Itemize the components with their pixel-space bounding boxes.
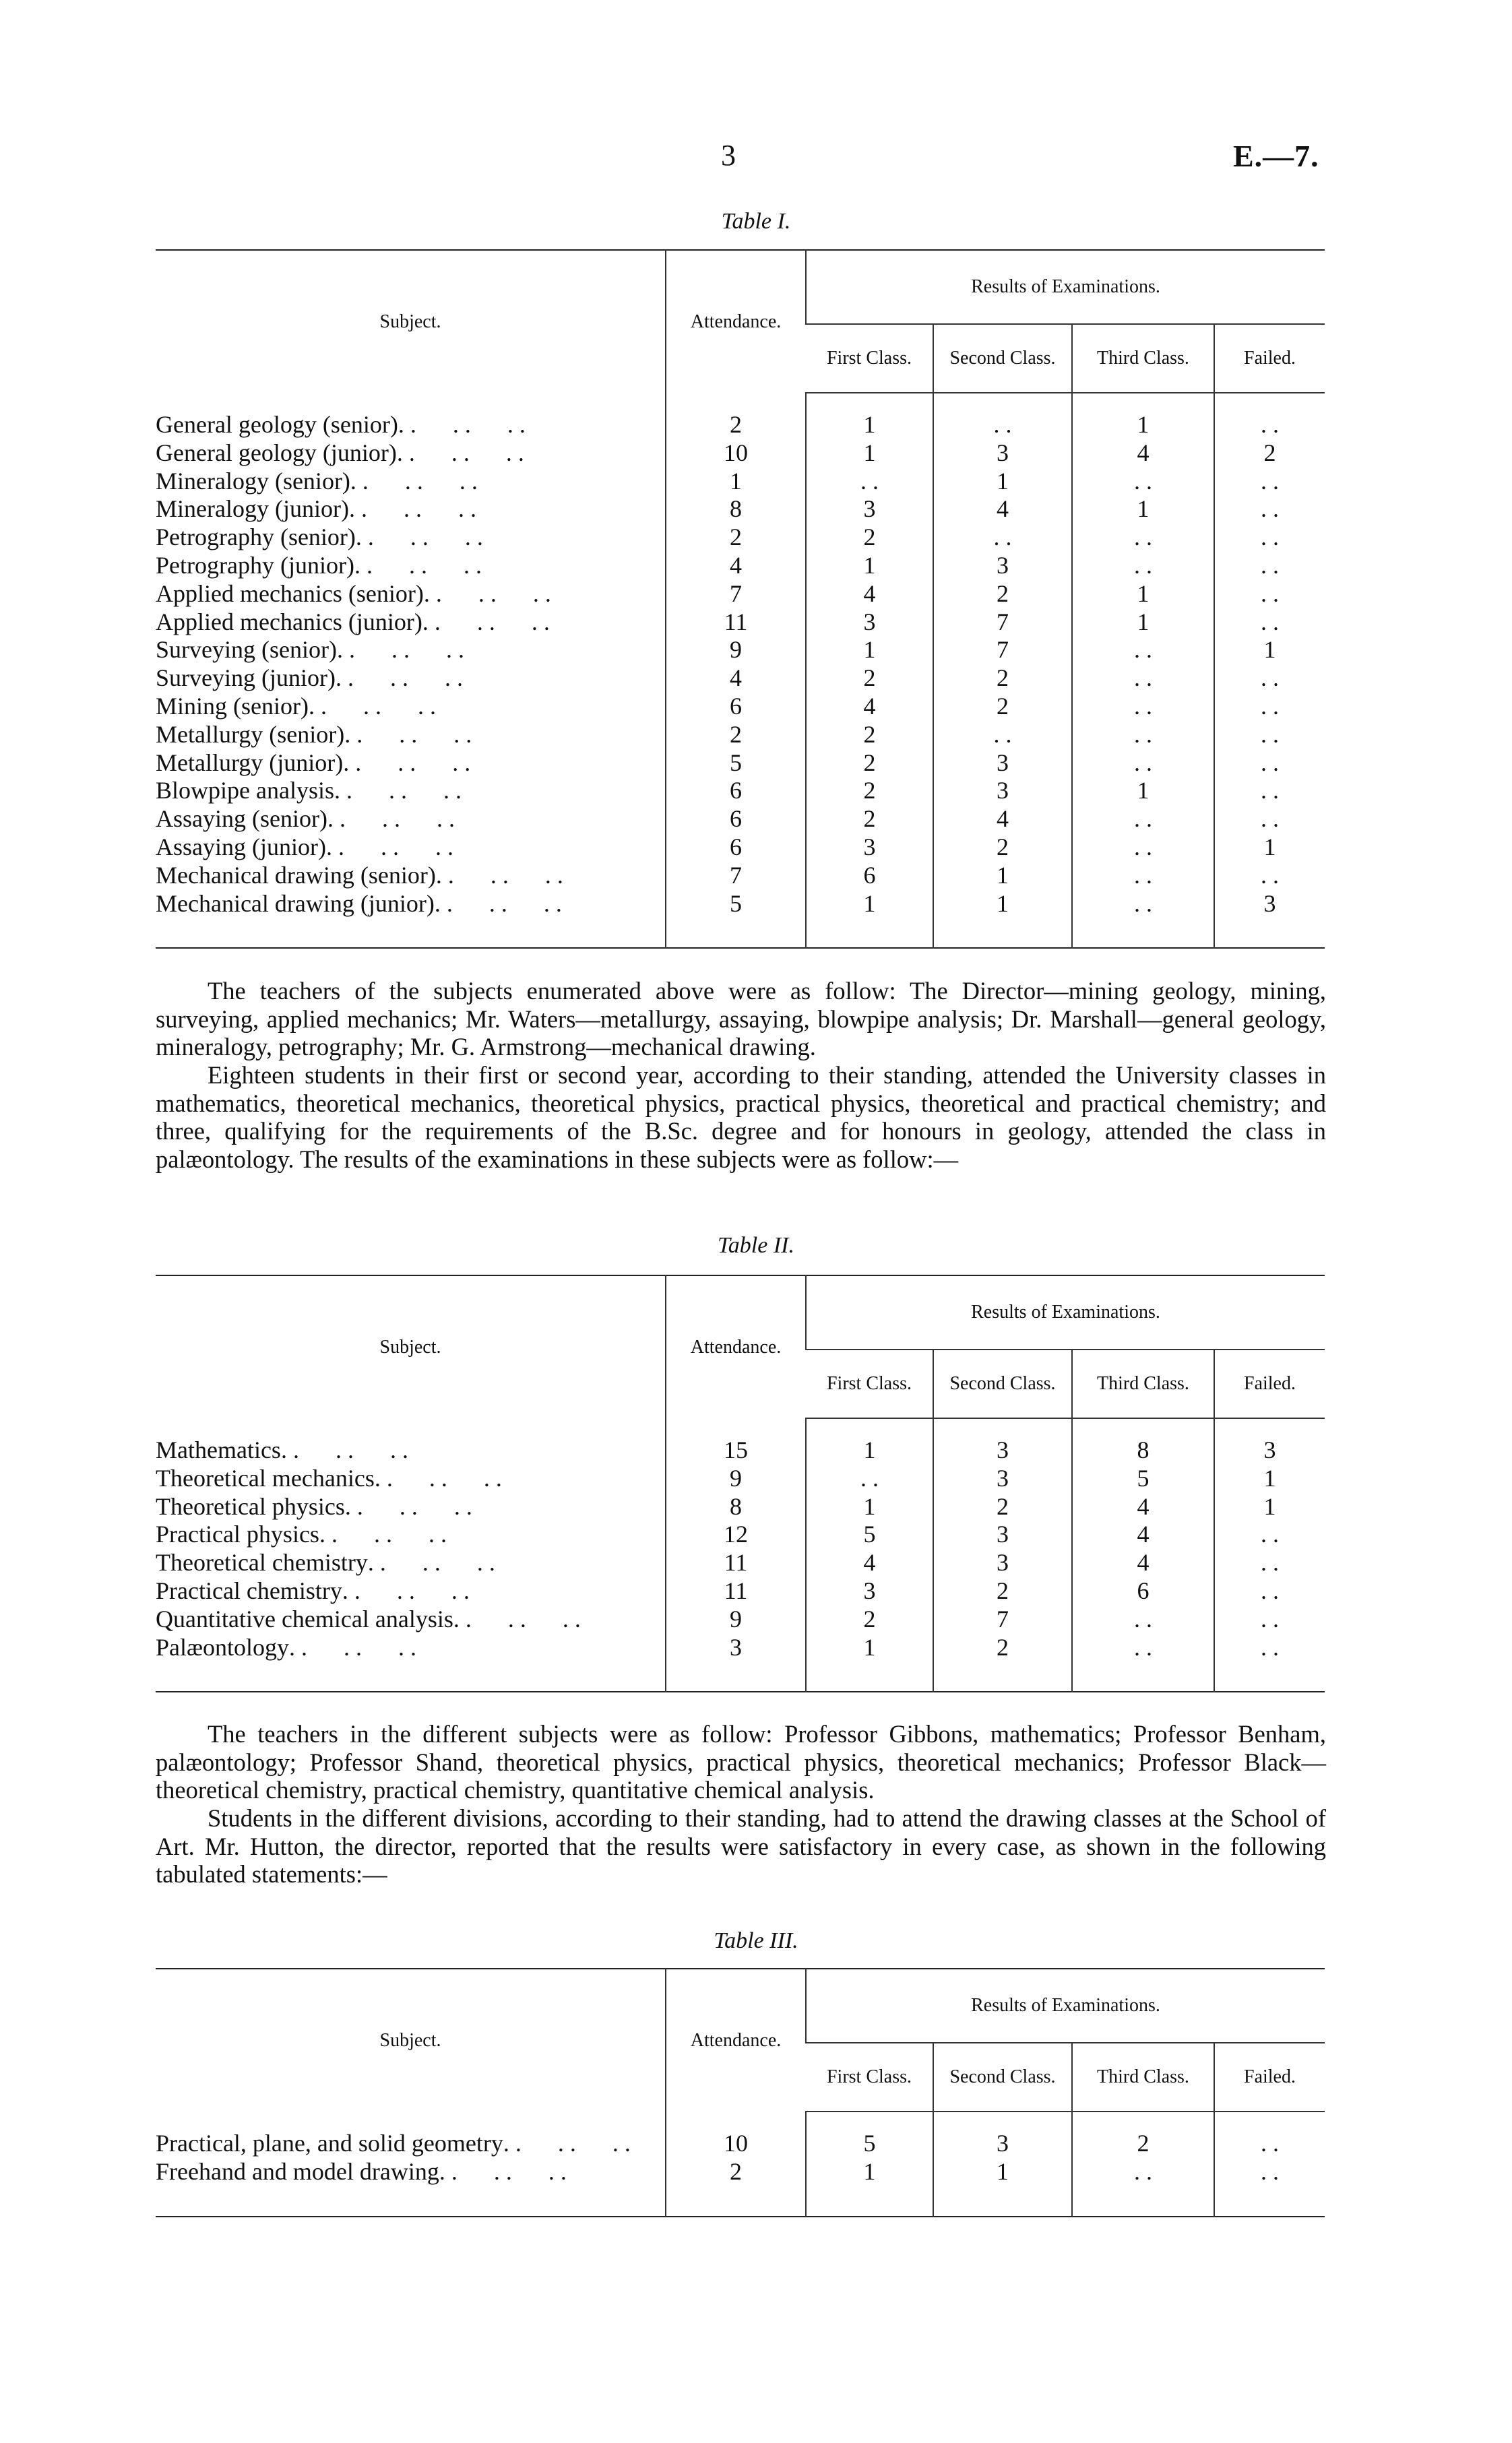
header-second: Second Class.	[933, 324, 1072, 393]
dot-leader: . . . . . .	[319, 1521, 447, 1548]
dot-leader: . . . . . .	[335, 664, 463, 692]
second-class-cell: 3	[933, 1465, 1072, 1493]
subject-name: Quantitative chemical analysis	[156, 1605, 453, 1632]
attendance-cell: 2	[666, 411, 806, 439]
dot-leader: . . . . . .	[342, 1577, 470, 1604]
subject-name: Theoretical chemistry	[156, 1549, 368, 1577]
subject-name: Assaying (senior)	[156, 805, 327, 833]
failed-cell: . .	[1214, 524, 1325, 552]
third-class-cell: 1	[1072, 411, 1214, 439]
table-row	[156, 495, 1325, 524]
header-first: First Class.	[806, 324, 933, 393]
third-class-cell: . .	[1072, 805, 1214, 833]
subject-name: Surveying (senior)	[156, 636, 337, 664]
subject-name: Petrography (junior)	[156, 551, 354, 579]
attendance-cell: 6	[666, 693, 806, 721]
third-class-cell: 4	[1072, 439, 1214, 468]
third-class-cell: . .	[1072, 1634, 1214, 1662]
table-row	[156, 749, 1325, 778]
failed-cell: . .	[1214, 805, 1325, 833]
attendance-cell: 10	[666, 439, 806, 468]
table-2	[156, 1275, 1325, 1692]
dot-leader: . . . . . .	[398, 411, 526, 438]
table-row	[156, 439, 1325, 468]
failed-cell: . .	[1214, 552, 1325, 580]
first-class-cell: 1	[806, 2158, 933, 2186]
second-class-cell: 3	[933, 1549, 1072, 1577]
failed-cell: 1	[1214, 636, 1325, 664]
table-row	[156, 664, 1325, 693]
second-class-cell: 1	[933, 890, 1072, 918]
third-class-cell: 4	[1072, 1549, 1214, 1577]
second-class-cell: 3	[933, 1436, 1072, 1465]
failed-cell: . .	[1214, 1606, 1325, 1634]
third-class-cell: . .	[1072, 693, 1214, 721]
third-class-cell: 6	[1072, 1577, 1214, 1606]
second-class-cell: 4	[933, 805, 1072, 833]
header-failed: Failed.	[1214, 1350, 1325, 1418]
first-class-cell: 6	[806, 862, 933, 890]
table-row	[156, 1465, 1325, 1493]
attendance-cell: 6	[666, 833, 806, 862]
subject-name: Mechanical drawing (senior)	[156, 861, 436, 889]
table-row	[156, 805, 1325, 833]
dot-leader: . . . . . .	[327, 805, 455, 833]
dot-leader: . . . . . .	[289, 1633, 417, 1661]
first-class-cell: 2	[806, 721, 933, 749]
failed-cell: . .	[1214, 1521, 1325, 1549]
attendance-cell: 10	[666, 2130, 806, 2158]
failed-cell: . .	[1214, 468, 1325, 496]
table-row	[156, 636, 1325, 664]
failed-cell: . .	[1214, 2158, 1325, 2186]
subject-name: Surveying (junior)	[156, 664, 336, 692]
dot-leader: . . . . . .	[435, 861, 563, 889]
dot-leader: . . . . . .	[354, 551, 482, 579]
second-class-cell: 1	[933, 468, 1072, 496]
third-class-cell: 1	[1072, 777, 1214, 805]
header-subject: Subject.	[379, 2029, 441, 2051]
dot-leader: . . . . . .	[348, 495, 476, 523]
first-class-cell: 4	[806, 1549, 933, 1577]
third-class-cell: 1	[1072, 608, 1214, 637]
subject-name: Practical chemistry	[156, 1577, 342, 1604]
failed-cell: 3	[1214, 890, 1325, 918]
subject-name: Metallurgy (senior)	[156, 720, 345, 748]
third-class-cell: . .	[1072, 1606, 1214, 1634]
first-class-cell: 3	[806, 495, 933, 524]
table-row	[156, 1634, 1325, 1662]
second-class-cell: . .	[933, 721, 1072, 749]
dot-leader: . . . . . .	[503, 2130, 631, 2157]
second-class-cell: 2	[933, 1577, 1072, 1606]
table-row	[156, 833, 1325, 862]
third-class-cell: . .	[1072, 468, 1214, 496]
second-class-cell: 3	[933, 777, 1072, 805]
table-row	[156, 1493, 1325, 1521]
failed-cell: . .	[1214, 495, 1325, 524]
header-subject: Subject.	[379, 311, 441, 332]
first-class-cell: 2	[806, 777, 933, 805]
document-reference: E.—7.	[1233, 139, 1319, 173]
attendance-cell: 9	[666, 1465, 806, 1493]
third-class-cell: 2	[1072, 2130, 1214, 2158]
attendance-cell: 2	[666, 524, 806, 552]
header-results: Results of Examinations.	[806, 1275, 1325, 1350]
second-class-cell: 3	[933, 1521, 1072, 1549]
third-class-cell: . .	[1072, 721, 1214, 749]
subject-name: Assaying (junior)	[156, 833, 326, 860]
dot-leader: . . . . . .	[423, 579, 551, 607]
first-class-cell: 3	[806, 1577, 933, 1606]
attendance-cell: 3	[666, 1634, 806, 1662]
header-attendance: Attendance.	[666, 250, 806, 393]
attendance-cell: 8	[666, 495, 806, 524]
subject-name: Practical physics	[156, 1521, 319, 1548]
table-row	[156, 552, 1325, 580]
table-row	[156, 1436, 1325, 1465]
first-class-cell: . .	[806, 1465, 933, 1493]
failed-cell: . .	[1214, 721, 1325, 749]
header-subject: Subject.	[379, 1336, 441, 1358]
first-class-cell: 3	[806, 608, 933, 637]
header-failed: Failed.	[1214, 2043, 1325, 2112]
header-third: Third Class.	[1072, 324, 1214, 393]
second-class-cell: 2	[933, 664, 1072, 693]
failed-cell: 3	[1214, 1436, 1325, 1465]
paragraph-teachers-2: The teachers in the different subjects were as follow: Professor Gibbons, mathematics; Professor Benham, palæontology; Professor Shand, theoretical physics, practical physics, theoretical mechanics; Professor Black—theoretical chemistry, practical chemistry, quantitative chemical analysis.	[156, 1720, 1326, 1804]
subject-name: Freehand and model drawing	[156, 2157, 439, 2185]
third-class-cell: . .	[1072, 636, 1214, 664]
failed-cell: . .	[1214, 411, 1325, 439]
dot-leader: . . . . . .	[336, 636, 464, 664]
dot-leader: . . . . . .	[343, 749, 471, 776]
dot-leader: . . . . . .	[453, 1605, 581, 1632]
second-class-cell: 3	[933, 439, 1072, 468]
third-class-cell: . .	[1072, 890, 1214, 918]
subject-name: Mineralogy (junior)	[156, 495, 349, 523]
second-class-cell: 3	[933, 749, 1072, 778]
subject-name: Mineralogy (senior)	[156, 467, 350, 495]
failed-cell: 1	[1214, 833, 1325, 862]
paragraph-teachers-1: The teachers of the subjects enumerated above were as follow: The Director—mining geology, mining, surveying, applied mechanics; Mr. Waters—metallurgy, assaying, blowpipe analysis; Dr. Marshall—general geology, mineralogy, petrography; Mr. G. Armstrong—mechanical drawing.	[156, 977, 1326, 1061]
first-class-cell: 3	[806, 833, 933, 862]
dot-leader: . . . . . .	[434, 889, 562, 917]
table-2-caption: Table II.	[718, 1233, 794, 1258]
third-class-cell: 4	[1072, 1521, 1214, 1549]
table-row	[156, 411, 1325, 439]
first-class-cell: 1	[806, 1634, 933, 1662]
header-results: Results of Examinations.	[806, 1969, 1325, 2043]
failed-cell: . .	[1214, 1634, 1325, 1662]
attendance-cell: 7	[666, 580, 806, 608]
header-first: First Class.	[806, 2043, 933, 2112]
table-row	[156, 721, 1325, 749]
table-row	[156, 468, 1325, 496]
second-class-cell: 3	[933, 2130, 1072, 2158]
first-class-cell: 2	[806, 664, 933, 693]
attendance-cell: 9	[666, 636, 806, 664]
third-class-cell: . .	[1072, 552, 1214, 580]
first-class-cell: . .	[806, 468, 933, 496]
attendance-cell: 4	[666, 552, 806, 580]
subject-name: General geology (junior)	[156, 439, 397, 466]
first-class-cell: 2	[806, 524, 933, 552]
first-class-cell: 5	[806, 1521, 933, 1549]
subject-name: General geology (senior)	[156, 411, 398, 438]
second-class-cell: 3	[933, 552, 1072, 580]
table-row	[156, 1549, 1325, 1577]
table-3-caption: Table III.	[714, 1928, 798, 1953]
first-class-cell: 2	[806, 749, 933, 778]
attendance-cell: 4	[666, 664, 806, 693]
table-row	[156, 862, 1325, 890]
failed-cell: . .	[1214, 2130, 1325, 2158]
header-results: Results of Examinations.	[806, 250, 1325, 324]
page-number: 3	[721, 139, 736, 172]
subject-name: Mining (senior)	[156, 692, 309, 720]
dot-leader: . . . . . .	[350, 467, 478, 495]
dot-leader: . . . . . .	[367, 1549, 495, 1577]
table-row	[156, 2130, 1325, 2158]
attendance-cell: 8	[666, 1493, 806, 1521]
third-class-cell: 1	[1072, 495, 1214, 524]
attendance-cell: 2	[666, 721, 806, 749]
failed-cell: . .	[1214, 664, 1325, 693]
second-class-cell: 2	[933, 833, 1072, 862]
dot-leader: . . . . . .	[325, 833, 453, 860]
failed-cell: . .	[1214, 693, 1325, 721]
dot-leader: . . . . . .	[334, 777, 462, 804]
first-class-cell: 2	[806, 805, 933, 833]
third-class-cell: . .	[1072, 833, 1214, 862]
attendance-cell: 11	[666, 608, 806, 637]
failed-cell: 1	[1214, 1493, 1325, 1521]
dot-leader: . . . . . .	[308, 692, 436, 720]
second-class-cell: 2	[933, 1634, 1072, 1662]
table-1-caption: Table I.	[721, 209, 791, 234]
attendance-cell: 2	[666, 2158, 806, 2186]
subject-name: Applied mechanics (junior)	[156, 608, 422, 635]
subject-name: Mathematics	[156, 1436, 281, 1463]
first-class-cell: 5	[806, 2130, 933, 2158]
first-class-cell: 1	[806, 1436, 933, 1465]
subject-name: Mechanical drawing (junior)	[156, 889, 435, 917]
subject-name: Theoretical physics	[156, 1492, 345, 1520]
table-3	[156, 1968, 1325, 2217]
failed-cell: . .	[1214, 1577, 1325, 1606]
subject-name: Applied mechanics (senior)	[156, 579, 424, 607]
third-class-cell: 4	[1072, 1493, 1214, 1521]
header-third: Third Class.	[1072, 2043, 1214, 2112]
second-class-cell: 2	[933, 693, 1072, 721]
first-class-cell: 4	[806, 580, 933, 608]
attendance-cell: 1	[666, 468, 806, 496]
second-class-cell: 7	[933, 1606, 1072, 1634]
attendance-cell: 6	[666, 805, 806, 833]
failed-cell: . .	[1214, 608, 1325, 637]
failed-cell: . .	[1214, 749, 1325, 778]
table-row	[156, 608, 1325, 637]
subject-name: Blowpipe analysis	[156, 777, 334, 804]
third-class-cell: . .	[1072, 749, 1214, 778]
dot-leader: . . . . . .	[344, 1492, 472, 1520]
third-class-cell: . .	[1072, 664, 1214, 693]
attendance-cell: 9	[666, 1606, 806, 1634]
subject-name: Practical, plane, and solid geometry	[156, 2130, 503, 2157]
dot-leader: . . . . . .	[344, 720, 472, 748]
attendance-cell: 5	[666, 890, 806, 918]
table-row	[156, 1577, 1325, 1606]
dot-leader: . . . . . .	[422, 608, 550, 635]
second-class-cell: . .	[933, 411, 1072, 439]
third-class-cell: 8	[1072, 1436, 1214, 1465]
second-class-cell: 1	[933, 2158, 1072, 2186]
table-row	[156, 1606, 1325, 1634]
first-class-cell: 1	[806, 439, 933, 468]
failed-cell: 1	[1214, 1465, 1325, 1493]
table-row	[156, 524, 1325, 552]
attendance-cell: 12	[666, 1521, 806, 1549]
header-third: Third Class.	[1072, 1350, 1214, 1418]
first-class-cell: 1	[806, 636, 933, 664]
second-class-cell: . .	[933, 524, 1072, 552]
second-class-cell: 4	[933, 495, 1072, 524]
second-class-cell: 2	[933, 580, 1072, 608]
subject-name: Petrography (senior)	[156, 524, 356, 551]
table-row	[156, 777, 1325, 805]
table-row	[156, 890, 1325, 918]
first-class-cell: 1	[806, 890, 933, 918]
header-first: First Class.	[806, 1350, 933, 1418]
header-second: Second Class.	[933, 1350, 1072, 1418]
subject-name: Palæontology	[156, 1633, 290, 1661]
header-attendance: Attendance.	[666, 1275, 806, 1418]
first-class-cell: 2	[806, 1606, 933, 1634]
failed-cell: . .	[1214, 777, 1325, 805]
table-row	[156, 2158, 1325, 2186]
table-row	[156, 693, 1325, 721]
third-class-cell: . .	[1072, 862, 1214, 890]
second-class-cell: 7	[933, 608, 1072, 637]
attendance-cell: 5	[666, 749, 806, 778]
table-row	[156, 1521, 1325, 1549]
paragraph-students-2: Students in the different divisions, according to their standing, had to attend the drawing classes at the School of Art. Mr. Hutton, the director, reported that the results were satisfactory in every case, as shown in the following tabulated statements:—	[156, 1804, 1326, 1889]
second-class-cell: 1	[933, 862, 1072, 890]
failed-cell: . .	[1214, 580, 1325, 608]
subject-name: Metallurgy (junior)	[156, 749, 344, 776]
first-class-cell: 1	[806, 552, 933, 580]
attendance-cell: 6	[666, 777, 806, 805]
dot-leader: . . . . . .	[374, 1464, 502, 1492]
second-class-cell: 2	[933, 1493, 1072, 1521]
table-1	[156, 249, 1325, 949]
table-row	[156, 580, 1325, 608]
first-class-cell: 1	[806, 411, 933, 439]
header-second: Second Class.	[933, 2043, 1072, 2112]
paragraph-students-1: Eighteen students in their first or second year, according to their standing, attended the University classes in mathematics, theoretical mechanics, theoretical physics, practical physics, theoretical and practical chemistry; and three, qualifying for the requirements of the B.Sc. degree and for honours in geology, attended the class in palæontology. The results of the examinations in these subjects were as follow:—	[156, 1061, 1326, 1174]
attendance-cell: 7	[666, 862, 806, 890]
failed-cell: . .	[1214, 862, 1325, 890]
first-class-cell: 4	[806, 693, 933, 721]
third-class-cell: . .	[1072, 524, 1214, 552]
dot-leader: . . . . . .	[355, 524, 483, 551]
third-class-cell: 1	[1072, 580, 1214, 608]
subject-name: Theoretical mechanics	[156, 1464, 375, 1492]
third-class-cell: 5	[1072, 1465, 1214, 1493]
failed-cell: . .	[1214, 1549, 1325, 1577]
attendance-cell: 11	[666, 1577, 806, 1606]
first-class-cell: 1	[806, 1493, 933, 1521]
dot-leader: . . . . . .	[280, 1436, 408, 1463]
second-class-cell: 7	[933, 636, 1072, 664]
dot-leader: . . . . . .	[396, 439, 524, 466]
header-attendance: Attendance.	[666, 1969, 806, 2112]
third-class-cell: . .	[1072, 2158, 1214, 2186]
failed-cell: 2	[1214, 439, 1325, 468]
attendance-cell: 15	[666, 1436, 806, 1465]
header-failed: Failed.	[1214, 324, 1325, 393]
attendance-cell: 11	[666, 1549, 806, 1577]
dot-leader: . . . . . .	[439, 2157, 567, 2185]
